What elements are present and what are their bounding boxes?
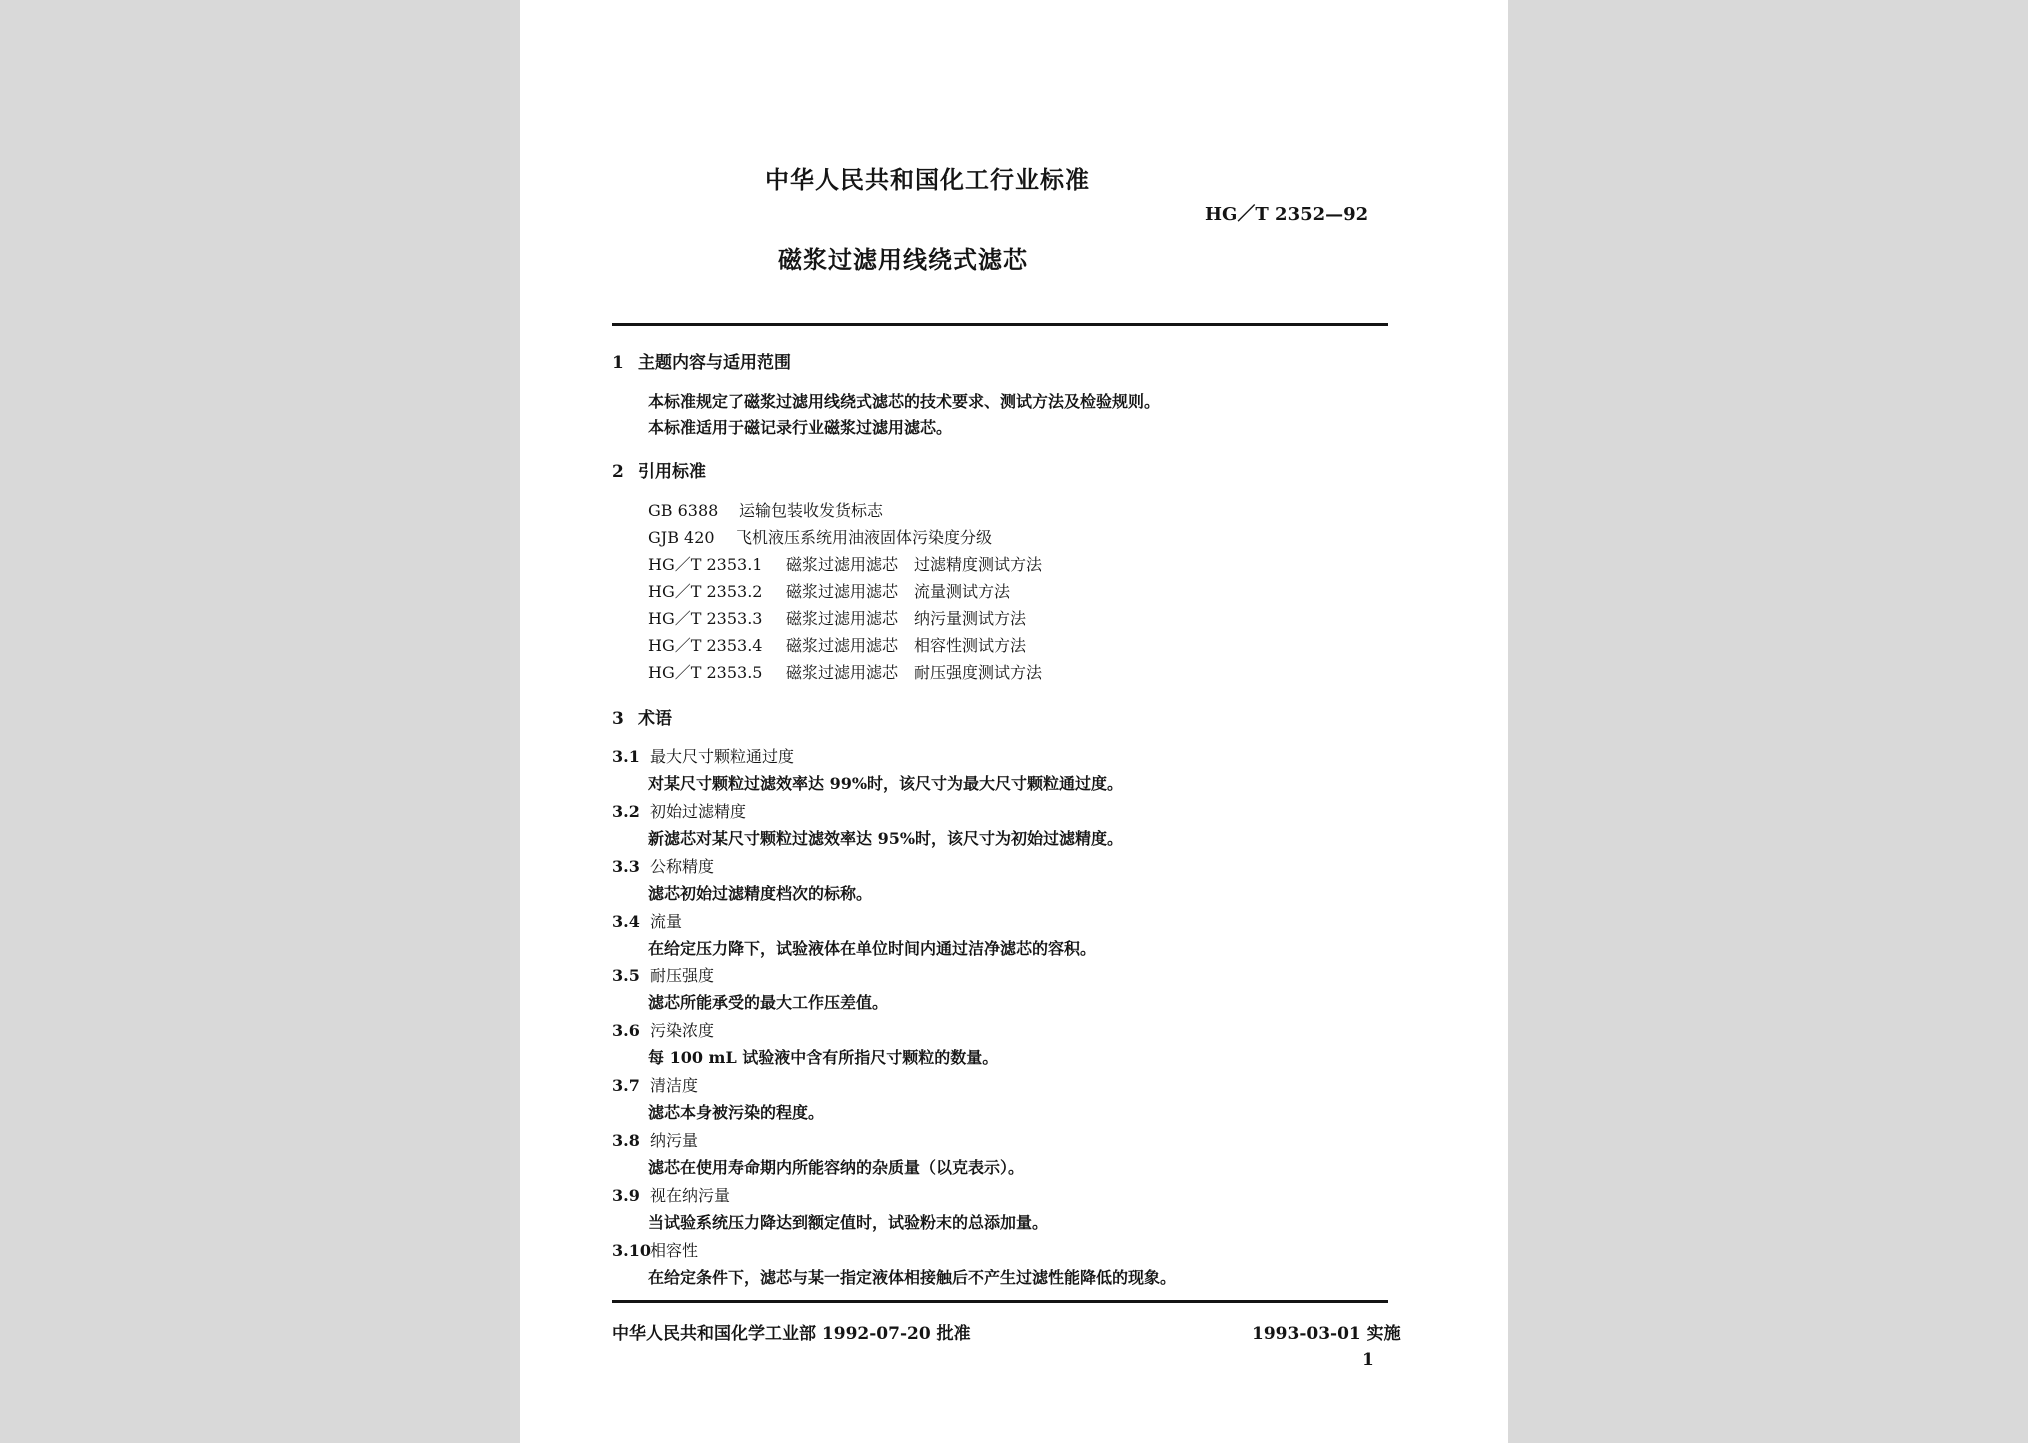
term-definition: 滤芯所能承受的最大工作压差值。 xyxy=(648,993,889,1012)
term-definition: 在给定条件下，滤芯与某一指定液体相接触后不产生过滤性能降低的现象。 xyxy=(648,1268,1177,1287)
term-name: 相容性 xyxy=(650,1241,699,1260)
reference-code: HG／T 2353.4 xyxy=(648,636,763,655)
term-definition: 新滤芯对某尺寸颗粒过滤效率达 95%时，该尺寸为初始过滤精度。 xyxy=(648,829,1124,848)
term-definition: 滤芯本身被污染的程度。 xyxy=(648,1103,825,1122)
section-title: 术语 xyxy=(638,709,672,729)
reference-name: 运输包装收发货标志 xyxy=(739,501,884,520)
term-heading xyxy=(612,1128,698,1151)
section-title: 主题内容与适用范围 xyxy=(638,353,791,373)
section-number: 2 xyxy=(612,462,624,482)
reference-name: 磁浆过滤用滤芯 纳污量测试方法 xyxy=(786,609,1027,628)
term-name: 视在纳污量 xyxy=(650,1186,731,1205)
reference-name: 磁浆过滤用滤芯 相容性测试方法 xyxy=(786,636,1027,655)
section-number: 3 xyxy=(612,709,624,729)
reference-name: 磁浆过滤用滤芯 流量测试方法 xyxy=(786,582,1011,601)
reference-name: 飞机液压系统用油液固体污染度分级 xyxy=(736,528,993,547)
term-number: 3.1 xyxy=(612,747,640,766)
term-definition: 当试验系统压力降达到额定值时，试验粉末的总添加量。 xyxy=(648,1213,1049,1232)
reference-code: HG／T 2353.1 xyxy=(648,555,763,574)
term-heading xyxy=(612,854,714,877)
reference-item xyxy=(648,525,992,548)
reference-code: GB 6388 xyxy=(648,501,719,520)
term-heading xyxy=(612,744,794,767)
reference-name: 磁浆过滤用滤芯 过滤精度测试方法 xyxy=(786,555,1043,574)
term-name: 初始过滤精度 xyxy=(650,802,747,821)
section-1-paragraph: 本标准规定了磁浆过滤用线绕式滤芯的技术要求、测试方法及检验规则。 xyxy=(648,392,1161,411)
term-heading xyxy=(612,1183,730,1206)
term-number: 3.5 xyxy=(612,966,640,985)
term-number: 3.8 xyxy=(612,1131,640,1150)
term-name: 最大尺寸颗粒通过度 xyxy=(650,747,795,766)
term-heading xyxy=(612,799,746,822)
reference-code: GJB 420 xyxy=(648,528,715,547)
term-name: 清洁度 xyxy=(650,1076,699,1095)
section-3-heading xyxy=(612,704,672,729)
issuing-organization: 中华人民共和国化工行业标准 xyxy=(765,165,1090,194)
term-heading xyxy=(612,1073,698,1096)
reference-code: HG／T 2353.2 xyxy=(648,582,763,601)
reference-code: HG／T 2353.3 xyxy=(648,609,763,628)
reference-item xyxy=(648,633,1026,656)
term-heading xyxy=(612,1018,714,1041)
term-definition: 在给定压力降下，试验液体在单位时间内通过洁净滤芯的容积。 xyxy=(648,939,1097,958)
document-title: 磁浆过滤用线绕式滤芯 xyxy=(778,245,1028,274)
term-definition: 滤芯初始过滤精度档次的标称。 xyxy=(648,884,873,903)
page-number: 1 xyxy=(1362,1350,1374,1370)
term-heading xyxy=(612,1238,698,1261)
section-1-paragraph: 本标准适用于磁记录行业磁浆过滤用滤芯。 xyxy=(648,418,953,437)
standard-code: HG／T 2352—92 xyxy=(1205,204,1369,225)
section-number: 1 xyxy=(612,353,624,373)
term-name: 耐压强度 xyxy=(650,966,715,985)
top-divider xyxy=(612,323,1388,326)
approval-line: 中华人民共和国化学工业部 1992-07-20 批准 xyxy=(612,1324,971,1344)
term-name: 流量 xyxy=(650,912,683,931)
implementation-date: 1993-03-01 实施 xyxy=(1252,1324,1401,1344)
term-number: 3.9 xyxy=(612,1186,640,1205)
document-page xyxy=(520,0,1508,1443)
term-number: 3.3 xyxy=(612,857,640,876)
section-title: 引用标准 xyxy=(638,462,706,482)
reference-item xyxy=(648,606,1026,629)
term-heading xyxy=(612,909,682,932)
term-name: 公称精度 xyxy=(650,857,715,876)
reference-item xyxy=(648,660,1042,683)
section-2-heading xyxy=(612,457,706,482)
reference-code: HG／T 2353.5 xyxy=(648,663,763,682)
term-definition: 滤芯在使用寿命期内所能容纳的杂质量（以克表示）。 xyxy=(648,1158,1025,1177)
section-1-heading xyxy=(612,348,791,373)
term-number: 3.4 xyxy=(612,912,640,931)
term-name: 污染浓度 xyxy=(650,1021,715,1040)
term-number: 3.6 xyxy=(612,1021,640,1040)
reference-item xyxy=(648,498,883,521)
reference-name: 磁浆过滤用滤芯 耐压强度测试方法 xyxy=(786,663,1043,682)
term-number: 3.7 xyxy=(612,1076,640,1095)
term-number: 3.10 xyxy=(612,1241,651,1260)
bottom-divider xyxy=(612,1300,1388,1303)
reference-item xyxy=(648,552,1042,575)
term-name: 纳污量 xyxy=(650,1131,699,1150)
term-definition: 对某尺寸颗粒过滤效率达 99%时，该尺寸为最大尺寸颗粒通过度。 xyxy=(648,774,1124,793)
reference-item xyxy=(648,579,1010,602)
term-heading xyxy=(612,963,714,986)
term-number: 3.2 xyxy=(612,802,640,821)
term-definition: 每 100 mL 试验液中含有所指尺寸颗粒的数量。 xyxy=(648,1048,999,1067)
